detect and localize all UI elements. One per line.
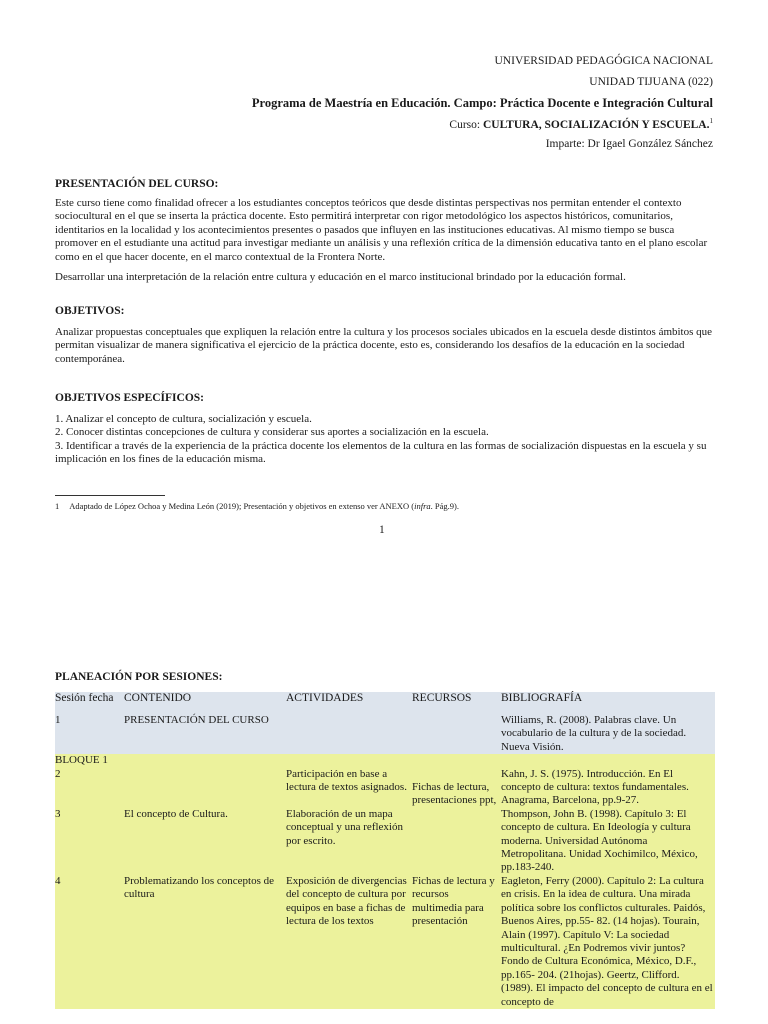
activities-cell: [286, 754, 412, 767]
resources-cell: [412, 754, 501, 767]
list-item: 3. Identificar a través de la experiencia de la práctica docente los elementos de la cultura en las formas de socialización dispuestas en la escuela y su implicación en los fines de la educación misma.: [55, 439, 707, 466]
page-number: 1: [379, 524, 385, 536]
resources-cell: [412, 714, 501, 754]
footnote-number: 1: [55, 501, 60, 511]
specific-objectives-section: [55, 392, 715, 467]
activities-cell: Participación en base a lectura de textos asignados.: [286, 768, 412, 808]
specific-objectives-list: [55, 413, 715, 467]
resources-cell: Fichas de lectura y recursos multimedia para presentación: [412, 875, 501, 1009]
university-name: UNIVERSIDAD PEDAGÓGICA NACIONAL: [494, 55, 713, 67]
session-cell: 2: [55, 768, 124, 808]
bibliography-cell: Thompson, John B. (1998). Capítulo 3: El concepto de cultura. En Ideología y cultura moderna. Universidad Autónoma Metropolitana. Unidad Xochimilco, México, pp.183-240.: [501, 808, 715, 875]
bibliography-cell: Williams, R. (2008). Palabras clave. Un vocabulario de la cultura y de la sociedad. Nueva Visión.: [501, 714, 715, 754]
table-header-row: [55, 692, 715, 714]
session-cell: 1: [55, 714, 124, 754]
presentation-heading: PRESENTACIÓN DEL CURSO:: [55, 178, 219, 190]
content-cell: [124, 754, 286, 767]
column-header: BIBLIOGRAFÍA: [501, 692, 715, 714]
presentation-paragraph-2: Desarrollar una interpretación de la relación entre cultura y educación en el marco institucional brindado por la educación formal.: [55, 270, 626, 283]
unit-name: UNIDAD TIJUANA (022): [589, 76, 713, 88]
course-footnote-ref: 1: [709, 117, 713, 125]
objectives-heading: OBJETIVOS:: [55, 305, 125, 317]
bibliography-cell: Eagleton, Ferry (2000). Capítulo 2: La cultura en crisis. En la idea de cultura. Una mirada política sobre los conflictos culturales. Paidós, Buenos Aires, pp.55- 82. (14 hojas). Tourain, Alain (1997). Capítulo V: La sociedad multicultural. ¿En Podremos vivir juntos? Fondo de Cultura Económica, México, D.F., pp.165- 204. (21hojas). Geertz, Clifford. (1989). El impacto del concepto de cultura en el concepto de: [501, 875, 715, 1009]
program-title: Programa de Maestría en Educación. Campo: Práctica Docente e Integración Cultural: [251, 96, 713, 110]
list-item: 2. Conocer distintas concepciones de cultura y considerar sus aportes a socialización en la escuela.: [55, 426, 489, 439]
content-cell: [124, 768, 286, 808]
resources-cell: [412, 808, 501, 875]
block-label: BLOQUE 1: [55, 754, 124, 767]
session-cell: 3: [55, 808, 124, 875]
footnote-text-end: . Pág.9).: [430, 501, 459, 511]
course-line: [449, 117, 713, 131]
table-row: [55, 714, 715, 754]
content-cell: Problematizando los conceptos de cultura: [124, 875, 286, 1009]
footnote-text: Adaptado de López Ochoa y Medina León (2019); Presentación y objetivos en extenso ver ANEXO (: [69, 501, 415, 511]
footnote: [55, 501, 459, 511]
column-header: ACTIVIDADES: [286, 692, 412, 714]
course-prefix: Curso:: [449, 118, 483, 131]
activities-cell: Elaboración de un mapa conceptual y una reflexión por escrito.: [286, 808, 412, 875]
presentation-paragraph: Este curso tiene como finalidad ofrecer a los estudiantes conceptos teóricos que desde distintas perspectivas nos permitan entender el contexto sociocultural en el que se inserta la práctica docente. Esto permitirá interpretar con rigor metodológico los aspectos históricos, comunitarios, identitarios en la localidad y los acontecimientos presentes o pasados que influyen en las instituciones educativas. Al mismo tiempo se busca promover en el estudiante una actitud para investigar mediante un análisis y una reflexión crítica de la dimensión educativa tanto en el plano escolar como en el que hacer docente, en el marco contextual de la Frontera Norte.: [55, 196, 708, 263]
bibliography-cell: Kahn, J. S. (1975). Introducción. En El concepto de cultura: textos fundamentales. Anagrama, Barcelona, pp.9-27.: [501, 768, 715, 808]
column-header: RECURSOS: [412, 692, 501, 714]
objectives-text: Analizar propuestas conceptuales que expliquen la relación entre la cultura y los procesos sociales ubicados en la escuela desde distintos ámbitos que permitan visualizar de manera significativa el ejercicio de la práctica docente, esto es, considerando los desafíos de la educación en la sociedad contemporánea.: [55, 325, 713, 365]
specific-objectives-heading: OBJETIVOS ESPECÍFICOS:: [55, 392, 204, 404]
column-header: CONTENIDO: [124, 692, 286, 714]
planning-heading: PLANEACIÓN POR SESIONES:: [55, 671, 223, 683]
presentation-section: [55, 178, 715, 284]
list-item: 1. Analizar el concepto de cultura, socialización y escuela.: [55, 412, 312, 425]
column-header: Sesión fecha: [55, 692, 124, 714]
bibliography-cell: [501, 754, 715, 767]
table-row: [55, 875, 715, 1009]
objectives-section: [55, 305, 715, 366]
course-name: CULTURA, SOCIALIZACIÓN Y ESCUELA.: [482, 118, 710, 131]
table-row: [55, 808, 715, 875]
footnote-italic: infra: [414, 501, 431, 511]
sessions-table: [55, 692, 715, 1009]
resources-cell: Fichas de lectura, presentaciones ppt,: [412, 768, 501, 808]
teacher-line: Imparte: Dr Igael González Sánchez: [545, 138, 713, 150]
activities-cell: [286, 714, 412, 754]
session-cell: 4: [55, 875, 124, 1009]
table-row: [55, 768, 715, 808]
content-cell: PRESENTACIÓN DEL CURSO: [124, 714, 286, 754]
content-cell: El concepto de Cultura.: [124, 808, 286, 875]
table-row: [55, 754, 715, 767]
footnote-divider: [55, 495, 165, 496]
activities-cell: Exposición de divergencias del concepto de cultura por equipos en base a fichas de lectura de los textos: [286, 875, 412, 1009]
